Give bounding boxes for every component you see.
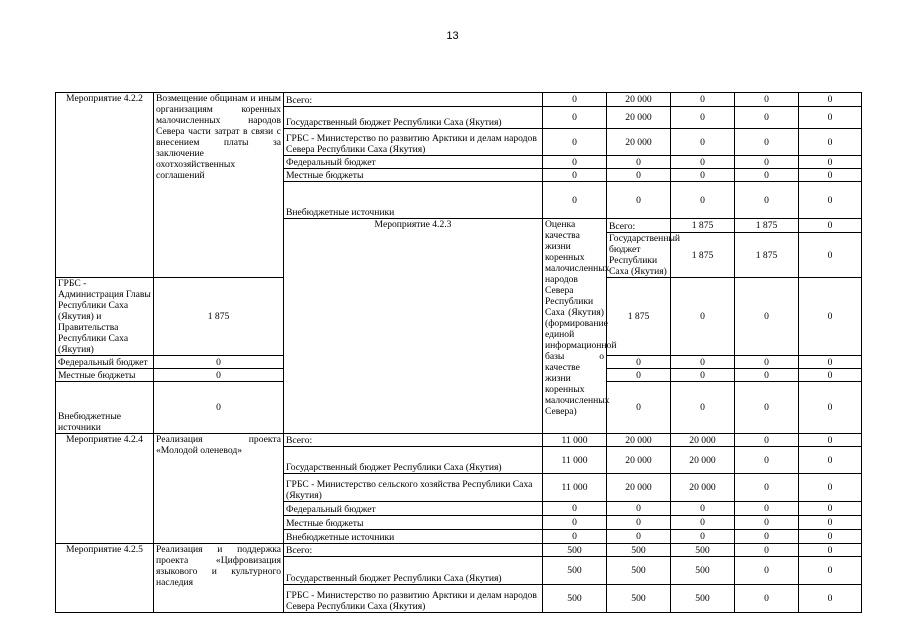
funding-source: Федеральный бюджет <box>284 502 543 516</box>
amount-cell: 0 <box>735 585 799 613</box>
amount-cell: 0 <box>671 169 735 182</box>
amount-cell: 500 <box>607 544 671 557</box>
measure-name: Мероприятие 4.2.4 <box>56 434 154 544</box>
amount-cell: 0 <box>799 502 862 516</box>
amount-cell: 1 875 <box>671 233 735 278</box>
amount-cell: 0 <box>799 474 862 502</box>
amount-cell: 1 875 <box>154 278 284 356</box>
funding-source: Местные бюджеты <box>284 516 543 530</box>
amount-cell: 1 875 <box>735 219 799 233</box>
amount-cell: 0 <box>735 382 799 434</box>
amount-cell: 0 <box>671 156 735 169</box>
amount-cell: 0 <box>543 530 607 544</box>
amount-cell: 0 <box>799 129 862 156</box>
amount-cell: 500 <box>671 557 735 585</box>
amount-cell: 0 <box>799 544 862 557</box>
amount-cell: 0 <box>735 278 799 356</box>
amount-cell: 0 <box>799 182 862 219</box>
funding-source: Всего: <box>284 544 543 557</box>
amount-cell: 20 000 <box>607 434 671 447</box>
amount-cell: 0 <box>799 434 862 447</box>
amount-cell: 0 <box>607 516 671 530</box>
amount-cell: 0 <box>543 182 607 219</box>
amount-cell: 0 <box>607 369 671 382</box>
funding-source: Местные бюджеты <box>56 369 154 382</box>
amount-cell: 11 000 <box>543 474 607 502</box>
funding-source: ГРБС - Министерство сельского хозяйства Республики Саха (Якутия) <box>284 474 543 502</box>
amount-cell: 0 <box>671 382 735 434</box>
amount-cell: 20 000 <box>607 93 671 107</box>
amount-cell: 0 <box>671 369 735 382</box>
funding-source: Всего: <box>607 219 671 233</box>
amount-cell: 0 <box>799 278 862 356</box>
funding-source: Государственный бюджет Республики Саха (Якутия) <box>284 447 543 474</box>
amount-cell: 0 <box>543 93 607 107</box>
amount-cell: 0 <box>735 516 799 530</box>
amount-cell: 0 <box>735 544 799 557</box>
amount-cell: 20 000 <box>671 474 735 502</box>
amount-cell: 0 <box>799 356 862 369</box>
amount-cell: 1 875 <box>607 278 671 356</box>
amount-cell: 500 <box>543 544 607 557</box>
amount-cell: 0 <box>607 502 671 516</box>
amount-cell: 0 <box>799 219 862 233</box>
funding-source: Государственный бюджет Республики Саха (Якутия) <box>284 107 543 129</box>
funding-source: ГРБС - Министерство по развитию Арктики и делам народов Севера Республики Саха (Якутия) <box>284 585 543 613</box>
amount-cell: 0 <box>671 129 735 156</box>
amount-cell: 0 <box>607 530 671 544</box>
funding-source: Местные бюджеты <box>284 169 543 182</box>
amount-cell: 0 <box>154 382 284 434</box>
amount-cell: 0 <box>671 278 735 356</box>
funding-source: Федеральный бюджет <box>284 156 543 169</box>
funding-source: Всего: <box>284 93 543 107</box>
amount-cell: 0 <box>735 93 799 107</box>
measure-name: Мероприятие 4.2.2 <box>56 93 154 278</box>
amount-cell: 0 <box>735 474 799 502</box>
amount-cell: 0 <box>735 502 799 516</box>
amount-cell: 11 000 <box>543 447 607 474</box>
amount-cell: 0 <box>607 169 671 182</box>
amount-cell: 0 <box>735 434 799 447</box>
amount-cell: 20 000 <box>671 447 735 474</box>
amount-cell: 0 <box>671 502 735 516</box>
funding-source: Всего: <box>284 434 543 447</box>
amount-cell: 0 <box>799 369 862 382</box>
funding-source: ГРБС - Министерство по развитию Арктики и делам народов Севера Республики Саха (Якутия) <box>284 129 543 156</box>
amount-cell: 0 <box>799 530 862 544</box>
amount-cell: 0 <box>735 182 799 219</box>
budget-table <box>55 92 862 613</box>
amount-cell: 20 000 <box>607 474 671 502</box>
measure-description: Возмещение общинам и иным организациям коренных малочисленных народов Севера части затрат в связи с внесением платы за заключение охотхозяйственных соглашений <box>154 93 284 278</box>
amount-cell: 0 <box>671 107 735 129</box>
amount-cell: 0 <box>735 107 799 129</box>
amount-cell: 0 <box>735 169 799 182</box>
amount-cell: 0 <box>543 516 607 530</box>
amount-cell: 0 <box>607 356 671 369</box>
amount-cell: 0 <box>799 382 862 434</box>
measure-description: Реализация проекта «Молодой оленевод» <box>154 434 284 544</box>
amount-cell: 20 000 <box>671 434 735 447</box>
amount-cell: 500 <box>607 585 671 613</box>
amount-cell: 0 <box>799 169 862 182</box>
amount-cell: 1 875 <box>671 219 735 233</box>
amount-cell: 0 <box>154 356 284 369</box>
amount-cell: 0 <box>543 502 607 516</box>
amount-cell: 20 000 <box>607 447 671 474</box>
amount-cell: 0 <box>799 93 862 107</box>
amount-cell: 0 <box>735 369 799 382</box>
amount-cell: 0 <box>735 356 799 369</box>
amount-cell: 0 <box>735 447 799 474</box>
amount-cell: 0 <box>543 107 607 129</box>
funding-source: Государственный бюджет Республики Саха (Якутия) <box>284 557 543 585</box>
funding-source: Внебюджетные источники <box>284 530 543 544</box>
amount-cell: 0 <box>671 530 735 544</box>
amount-cell: 0 <box>543 169 607 182</box>
amount-cell: 0 <box>735 557 799 585</box>
amount-cell: 0 <box>735 530 799 544</box>
funding-source: Государственный бюджет Республики Саха (Якутия) <box>607 233 671 278</box>
measure-name: Мероприятие 4.2.5 <box>56 544 154 613</box>
measure-description: Реализация и поддержка проекта «Цифровизация языкового и культурного наследия <box>154 544 284 613</box>
amount-cell: 20 000 <box>607 107 671 129</box>
amount-cell: 0 <box>607 156 671 169</box>
amount-cell: 20 000 <box>607 129 671 156</box>
amount-cell: 0 <box>543 156 607 169</box>
amount-cell: 0 <box>799 447 862 474</box>
amount-cell: 0 <box>735 129 799 156</box>
measure-name: Мероприятие 4.2.3 <box>284 219 543 434</box>
amount-cell: 0 <box>154 369 284 382</box>
funding-source: Внебюджетные источники <box>284 182 543 219</box>
measure-description: Оценка качества жизни коренных малочисленных народов Севера Республики Саха (Якутия) (формирование единой информационной базы о качестве жизни коренных малочисленных Севера) <box>543 219 607 434</box>
amount-cell: 500 <box>671 544 735 557</box>
amount-cell: 0 <box>671 93 735 107</box>
amount-cell: 500 <box>671 585 735 613</box>
funding-source: Федеральный бюджет <box>56 356 154 369</box>
amount-cell: 0 <box>799 516 862 530</box>
amount-cell: 0 <box>799 233 862 278</box>
amount-cell: 0 <box>799 156 862 169</box>
table-row <box>56 544 862 557</box>
amount-cell: 0 <box>799 585 862 613</box>
amount-cell: 0 <box>735 156 799 169</box>
amount-cell: 0 <box>671 516 735 530</box>
amount-cell: 0 <box>607 382 671 434</box>
amount-cell: 0 <box>799 107 862 129</box>
page-number: 13 <box>446 30 459 42</box>
funding-source: ГРБС - Администрация Главы Республики Саха (Якутия) и Правительства Республики Саха (Якутия) <box>56 278 154 356</box>
amount-cell: 1 875 <box>735 233 799 278</box>
amount-cell: 11 000 <box>543 434 607 447</box>
amount-cell: 0 <box>671 356 735 369</box>
funding-source: Внебюджетные источники <box>56 382 154 434</box>
amount-cell: 0 <box>607 182 671 219</box>
table-row <box>56 93 862 107</box>
amount-cell: 0 <box>543 129 607 156</box>
amount-cell: 0 <box>671 182 735 219</box>
table-row <box>56 434 862 447</box>
amount-cell: 0 <box>799 557 862 585</box>
amount-cell: 500 <box>543 585 607 613</box>
budget-table-body <box>56 93 862 613</box>
amount-cell: 500 <box>543 557 607 585</box>
amount-cell: 500 <box>607 557 671 585</box>
